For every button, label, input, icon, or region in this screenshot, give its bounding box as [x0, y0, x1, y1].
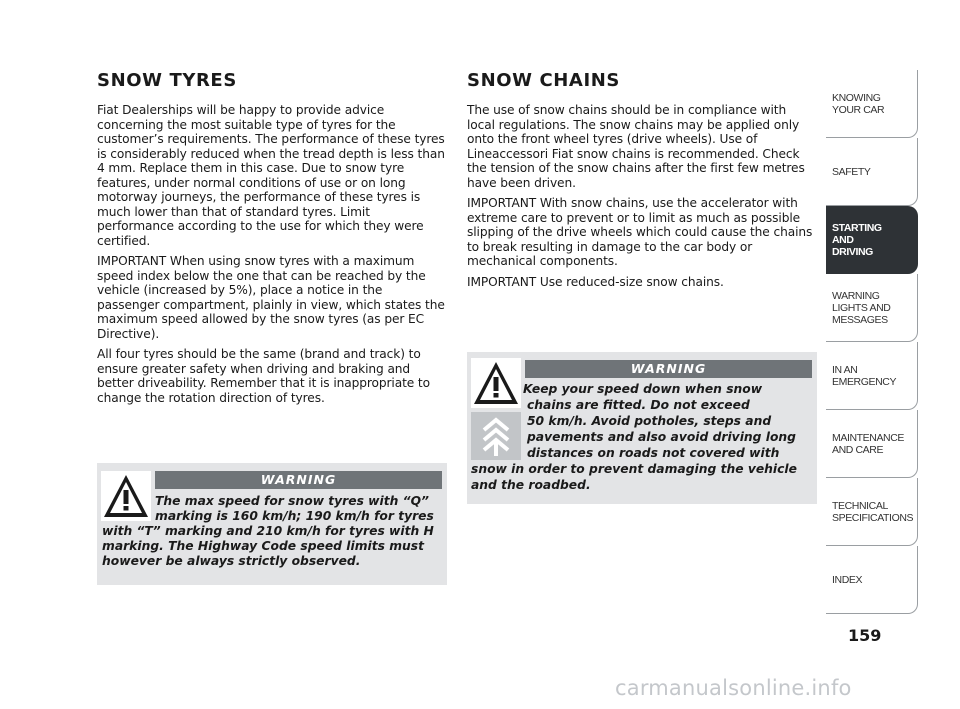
warning-line-5: distances on roads not covered with — [527, 446, 780, 460]
tab-in-an-emergency[interactable] — [826, 342, 918, 410]
snow-tyres-paragraph-2: IMPORTANT When using snow tyres with a maximum speed index below the one that can be reached by the vehicle (increased by 5%), place a notice in the passenger compartment, plainly in view, which states the maximum speed allowed by the snow tyres (as per EC Directive). — [97, 254, 445, 341]
snow-tyres-paragraph-3: All four tyres should be the same (brand and track) to ensure greater safety when driving and braking and better driveability. Remember that it is inappropriate to change the rotation direction of tyres. — [97, 347, 430, 405]
chapter-tabs — [826, 70, 918, 614]
tab-label: INDEX — [832, 573, 863, 586]
warning-label: WARNING — [155, 471, 442, 489]
snow-chains-paragraph-2: IMPORTANT With snow chains, use the accelerator with extreme care to prevent or to limit as much as possible slipping of the drive wheels which could cause the chains to break resulting in damage to the car body or mechanical components. — [467, 196, 813, 268]
snow-chains-warning-box — [467, 352, 817, 504]
warning-line-6: snow in order to prevent damaging the vehicle — [471, 462, 797, 476]
tab-label: MAINTENANCE AND CARE — [832, 431, 905, 456]
warning-line-4: pavements and also avoid driving long — [527, 430, 796, 444]
snow-tyres-paragraph-1: Fiat Dealerships will be happy to provide advice concerning the most suitable type of tyres for the customer’s requirements. The performance of these tyres is considerably reduced when the tread depth is less than 4 mm. Replace them in this case. Due to snow tyre features, under normal conditions of use or on long motorway journeys, the performance of these tyres is much lower than that of standard tyres. Limit performance according to the use for which they were certified. — [97, 103, 445, 248]
tab-warning-lights-and-messages[interactable] — [826, 274, 918, 342]
warning-label: WARNING — [525, 360, 812, 378]
warning-triangle-icon — [471, 358, 521, 408]
snow-tyres-heading: SNOW TYRES — [97, 70, 237, 91]
tab-label: SAFETY — [832, 165, 871, 178]
warning-line-3: 50 km/h. Avoid potholes, steps and — [527, 414, 772, 428]
watermark: carmanualsonline.info — [615, 676, 852, 700]
environment-chevron-icon — [471, 412, 521, 460]
snow-chains-paragraph-3: IMPORTANT Use reduced-size snow chains. — [467, 274, 724, 289]
tab-knowing-your-car[interactable] — [826, 70, 918, 138]
warning-line-5: however be always strictly observed. — [102, 554, 361, 568]
warning-line-7: and the roadbed. — [471, 478, 591, 492]
page-number: 159 — [848, 626, 882, 645]
tab-label: WARNING LIGHTS AND MESSAGES — [832, 289, 891, 326]
tab-label: TECHNICAL SPECIFICATIONS — [832, 499, 914, 524]
tab-label: IN AN EMERGENCY — [832, 363, 897, 388]
warning-line-1: Keep your speed down when snow — [523, 382, 763, 396]
snow-chains-heading: SNOW CHAINS — [467, 70, 620, 91]
tab-technical-specifications[interactable] — [826, 478, 918, 546]
warning-line-2: chains are fitted. Do not exceed — [527, 398, 750, 412]
tab-safety[interactable] — [826, 138, 918, 206]
warning-line-2: marking is 160 km/h; 190 km/h for tyres — [155, 509, 434, 523]
tab-maintenance-and-care[interactable] — [826, 410, 918, 478]
snow-chains-section — [467, 70, 817, 295]
tab-label: STARTING AND DRIVING — [832, 222, 882, 258]
warning-line-3: with “T” marking and 210 km/h for tyres with H — [102, 524, 434, 538]
tab-index[interactable] — [826, 546, 918, 614]
snow-tyres-section — [97, 70, 447, 411]
snow-tyres-warning-box — [97, 463, 447, 585]
warning-line-4: marking. The Highway Code speed limits must — [102, 539, 424, 553]
warning-line-1: The max speed for snow tyres with “Q” — [155, 494, 429, 508]
tab-starting-and-driving[interactable] — [826, 206, 918, 274]
snow-chains-paragraph-1: The use of snow chains should be in compliance with local regulations. The snow chains may be applied only onto the front wheel tyres (drive wheels). Use of Lineaccessori Fiat snow chains is recommended. Check the tension of the snow chains after the first few metres have been driven. — [467, 103, 805, 190]
tab-label: KNOWING YOUR CAR — [832, 91, 885, 116]
warning-triangle-icon — [101, 471, 151, 521]
